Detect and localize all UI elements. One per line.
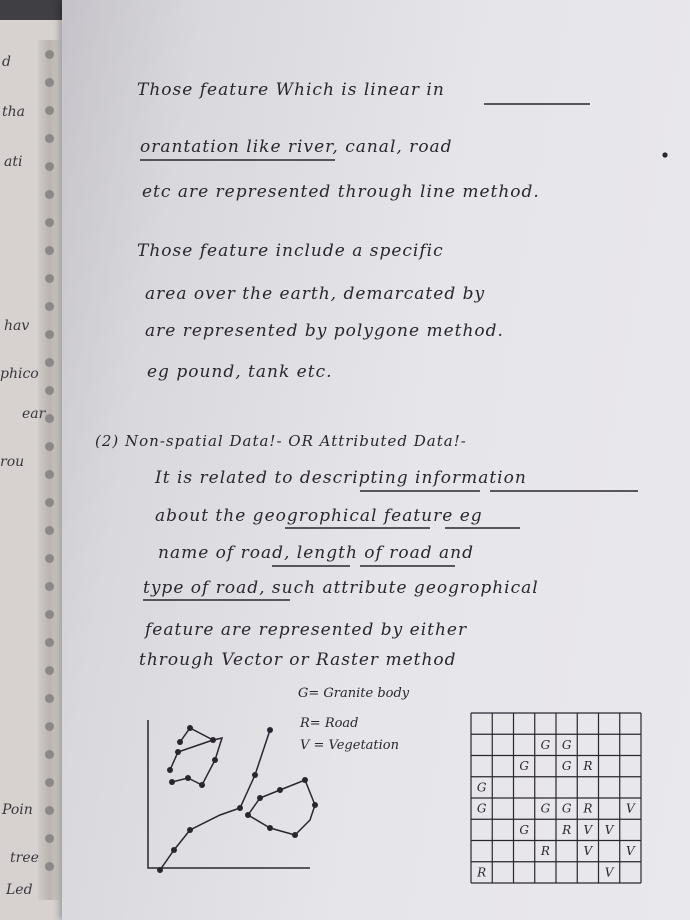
margin-note: hav (4, 318, 30, 334)
grid-cell-label: R (562, 822, 572, 837)
text-line: are represented by polygone method. (145, 321, 504, 341)
margin-note: ear (22, 406, 46, 422)
legend-granite: G= Granite body (298, 686, 410, 701)
grid-cell-label: G (476, 801, 487, 816)
legend-road: R= Road (300, 716, 359, 731)
text-line: It is related to descripting information (155, 468, 527, 488)
grid-cell-label: V (626, 844, 635, 859)
margin-note: tha (2, 104, 25, 120)
grid-cell-label: R (583, 759, 593, 774)
grid-cell-label: V (604, 822, 614, 837)
vector-line-a (180, 728, 213, 742)
text-line: orantation like river, canal, road (140, 137, 453, 157)
margin-note: tree (10, 850, 39, 866)
grid-cell-label: V (626, 801, 635, 816)
text-line: area over the earth, demarcated by (145, 284, 486, 304)
grid-cell-label: G (561, 737, 572, 752)
text-line: through Vector or Raster method (139, 650, 457, 670)
grid-cell-label: V (583, 822, 593, 837)
text-line: etc are represented through line method. (142, 182, 540, 202)
grid-cell-label: G (540, 737, 551, 752)
text-line: eg pound, tank etc. (147, 362, 333, 382)
grid-cell-label: G (519, 759, 529, 774)
grid-cell-label: G (561, 759, 572, 774)
grid-cell-label: V (604, 865, 614, 880)
text-line: Those feature include a specific (137, 241, 444, 261)
legend-vegetation: V = Vegetation (300, 738, 400, 753)
grid-cell-label: V (583, 844, 593, 859)
margin-note: rou (0, 454, 25, 470)
margin-note: Led (6, 882, 33, 898)
grid-cell-label: G (476, 780, 487, 795)
grid-cell-label: R (540, 844, 550, 859)
margin-note: Poin (2, 802, 33, 818)
grid-cell-label: R (583, 801, 593, 816)
grid-cell-label: G (540, 801, 551, 816)
margin-note: d (2, 54, 11, 70)
vector-axis (148, 720, 310, 868)
margin-note: ati (4, 154, 23, 170)
grid-cell-label: G (561, 801, 572, 816)
text-line: name of road, length of road and (158, 543, 474, 563)
text-line: Those feature Which is linear in (137, 80, 445, 100)
raster-grid (470, 712, 642, 884)
text-line: type of road, such attribute geogrophical (143, 578, 539, 598)
margin-note: phico (0, 366, 39, 382)
grid-cell-label: R (477, 865, 487, 880)
text-line: feature are represented by either (145, 620, 468, 640)
text-line: about the geogrophical feature eg (155, 506, 483, 526)
grid-cell-label: G (519, 822, 529, 837)
text-line: (2) Non-spatial Data!- OR Attributed Data!- (95, 432, 467, 450)
vector-diagram (130, 690, 330, 890)
